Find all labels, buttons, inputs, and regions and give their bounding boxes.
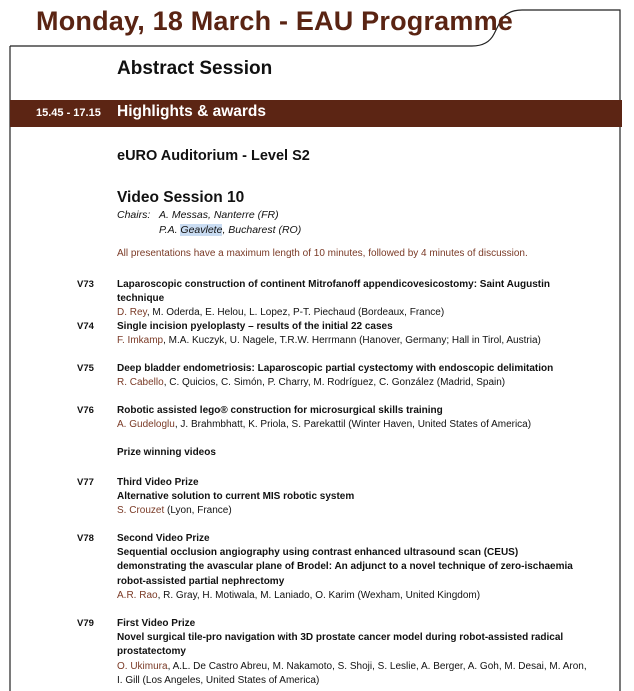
presentation-note: All presentations have a maximum length of 10 minutes, followed by 4 minutes of discussion. (117, 248, 528, 259)
section-title: Abstract Session (117, 58, 273, 79)
prize-heading: Second Video Prize (117, 533, 210, 544)
prize-heading: First Video Prize (117, 618, 196, 629)
abstract-code: V77 (77, 477, 94, 488)
abstract-authors: D. Rey, M. Oderda, E. Helou, L. Lopez, P-T. Piechaud (Bordeaux, France) (117, 307, 445, 319)
venue: eURO Auditorium - Level S2 (117, 148, 310, 164)
abstract-title: Deep bladder endometriosis: Laparoscopic partial cystectomy with endoscopic delimitation (117, 363, 554, 374)
prize-heading: Third Video Prize (117, 477, 199, 488)
abstract-title: Novel surgical tile-pro navigation with 3D prostate cancer model during robot-assisted radical prostatectomy (117, 632, 564, 658)
abstract-authors: S. Crouzet (Lyon, France) (117, 505, 232, 517)
chairs-label: Chairs: (117, 209, 151, 221)
abstract-code: V79 (77, 618, 94, 629)
session-title: Video Session 10 (117, 189, 245, 206)
session-time: 15.45 - 17.15 (36, 107, 101, 119)
session-band (10, 100, 622, 127)
chair-1: A. Messas, Nanterre (FR) (159, 209, 279, 221)
abstract-authors: A.R. Rao, R. Gray, H. Motiwala, M. Laniado, O. Karim (Wexham, United Kingdom) (117, 589, 481, 601)
abstract-title: Alternative solution to current MIS robotic system (117, 491, 355, 503)
chairs (117, 208, 301, 238)
abstract-authors: F. Imkamp, M.A. Kuczyk, U. Nagele, T.R.W. Herrmann (Hanover, Germany; Hall in Tirol, Austria) (117, 335, 541, 347)
highlighted-text[interactable]: Geavlete (180, 224, 223, 236)
session-band-label: Highlights & awards (117, 103, 266, 120)
subsection-heading: Prize winning videos (117, 447, 216, 458)
abstract-code: V76 (77, 405, 94, 416)
abstract-authors: R. Cabello, C. Quicios, C. Simón, P. Charry, M. Rodríguez, C. González (Madrid, Spain) (117, 377, 506, 389)
abstract-authors: O. Ukimura, A.L. De Castro Abreu, M. Nakamoto, S. Shoji, S. Leslie, A. Berger, A. Goh, M. Desai, M. Aron, I. Gill (Los Angeles, United States of America) (117, 660, 587, 686)
page-title: Monday, 18 March - EAU Programme (36, 6, 514, 36)
abstract-code: V74 (77, 321, 94, 332)
abstract-code: V78 (77, 533, 94, 544)
abstract-title: Laparoscopic construction of continent Mitrofanoff appendicovesicostomy: Saint Augustin technique (117, 279, 550, 305)
abstract-authors: A. Gudeloglu, J. Brahmbhatt, K. Priola, S. Parekattil (Winter Haven, United States of America) (117, 419, 532, 431)
abstract-code: V73 (77, 279, 94, 290)
abstract-title: Robotic assisted lego® construction for microsurgical skills training (117, 405, 443, 416)
abstract-title: Single incision pyeloplasty – results of the initial 22 cases (117, 321, 393, 332)
abstract-title: Sequential occlusion angiography using contrast enhanced ultrasound scan (CEUS) demonstrating the avascular plane of Brodel: An adjunct to a novel technique of zero-ischaemia robot-assisted partial nephrectomy (117, 547, 573, 587)
abstract-code: V75 (77, 363, 94, 374)
chair-2: P.A. Geavlete, Bucharest (RO) (159, 224, 302, 236)
